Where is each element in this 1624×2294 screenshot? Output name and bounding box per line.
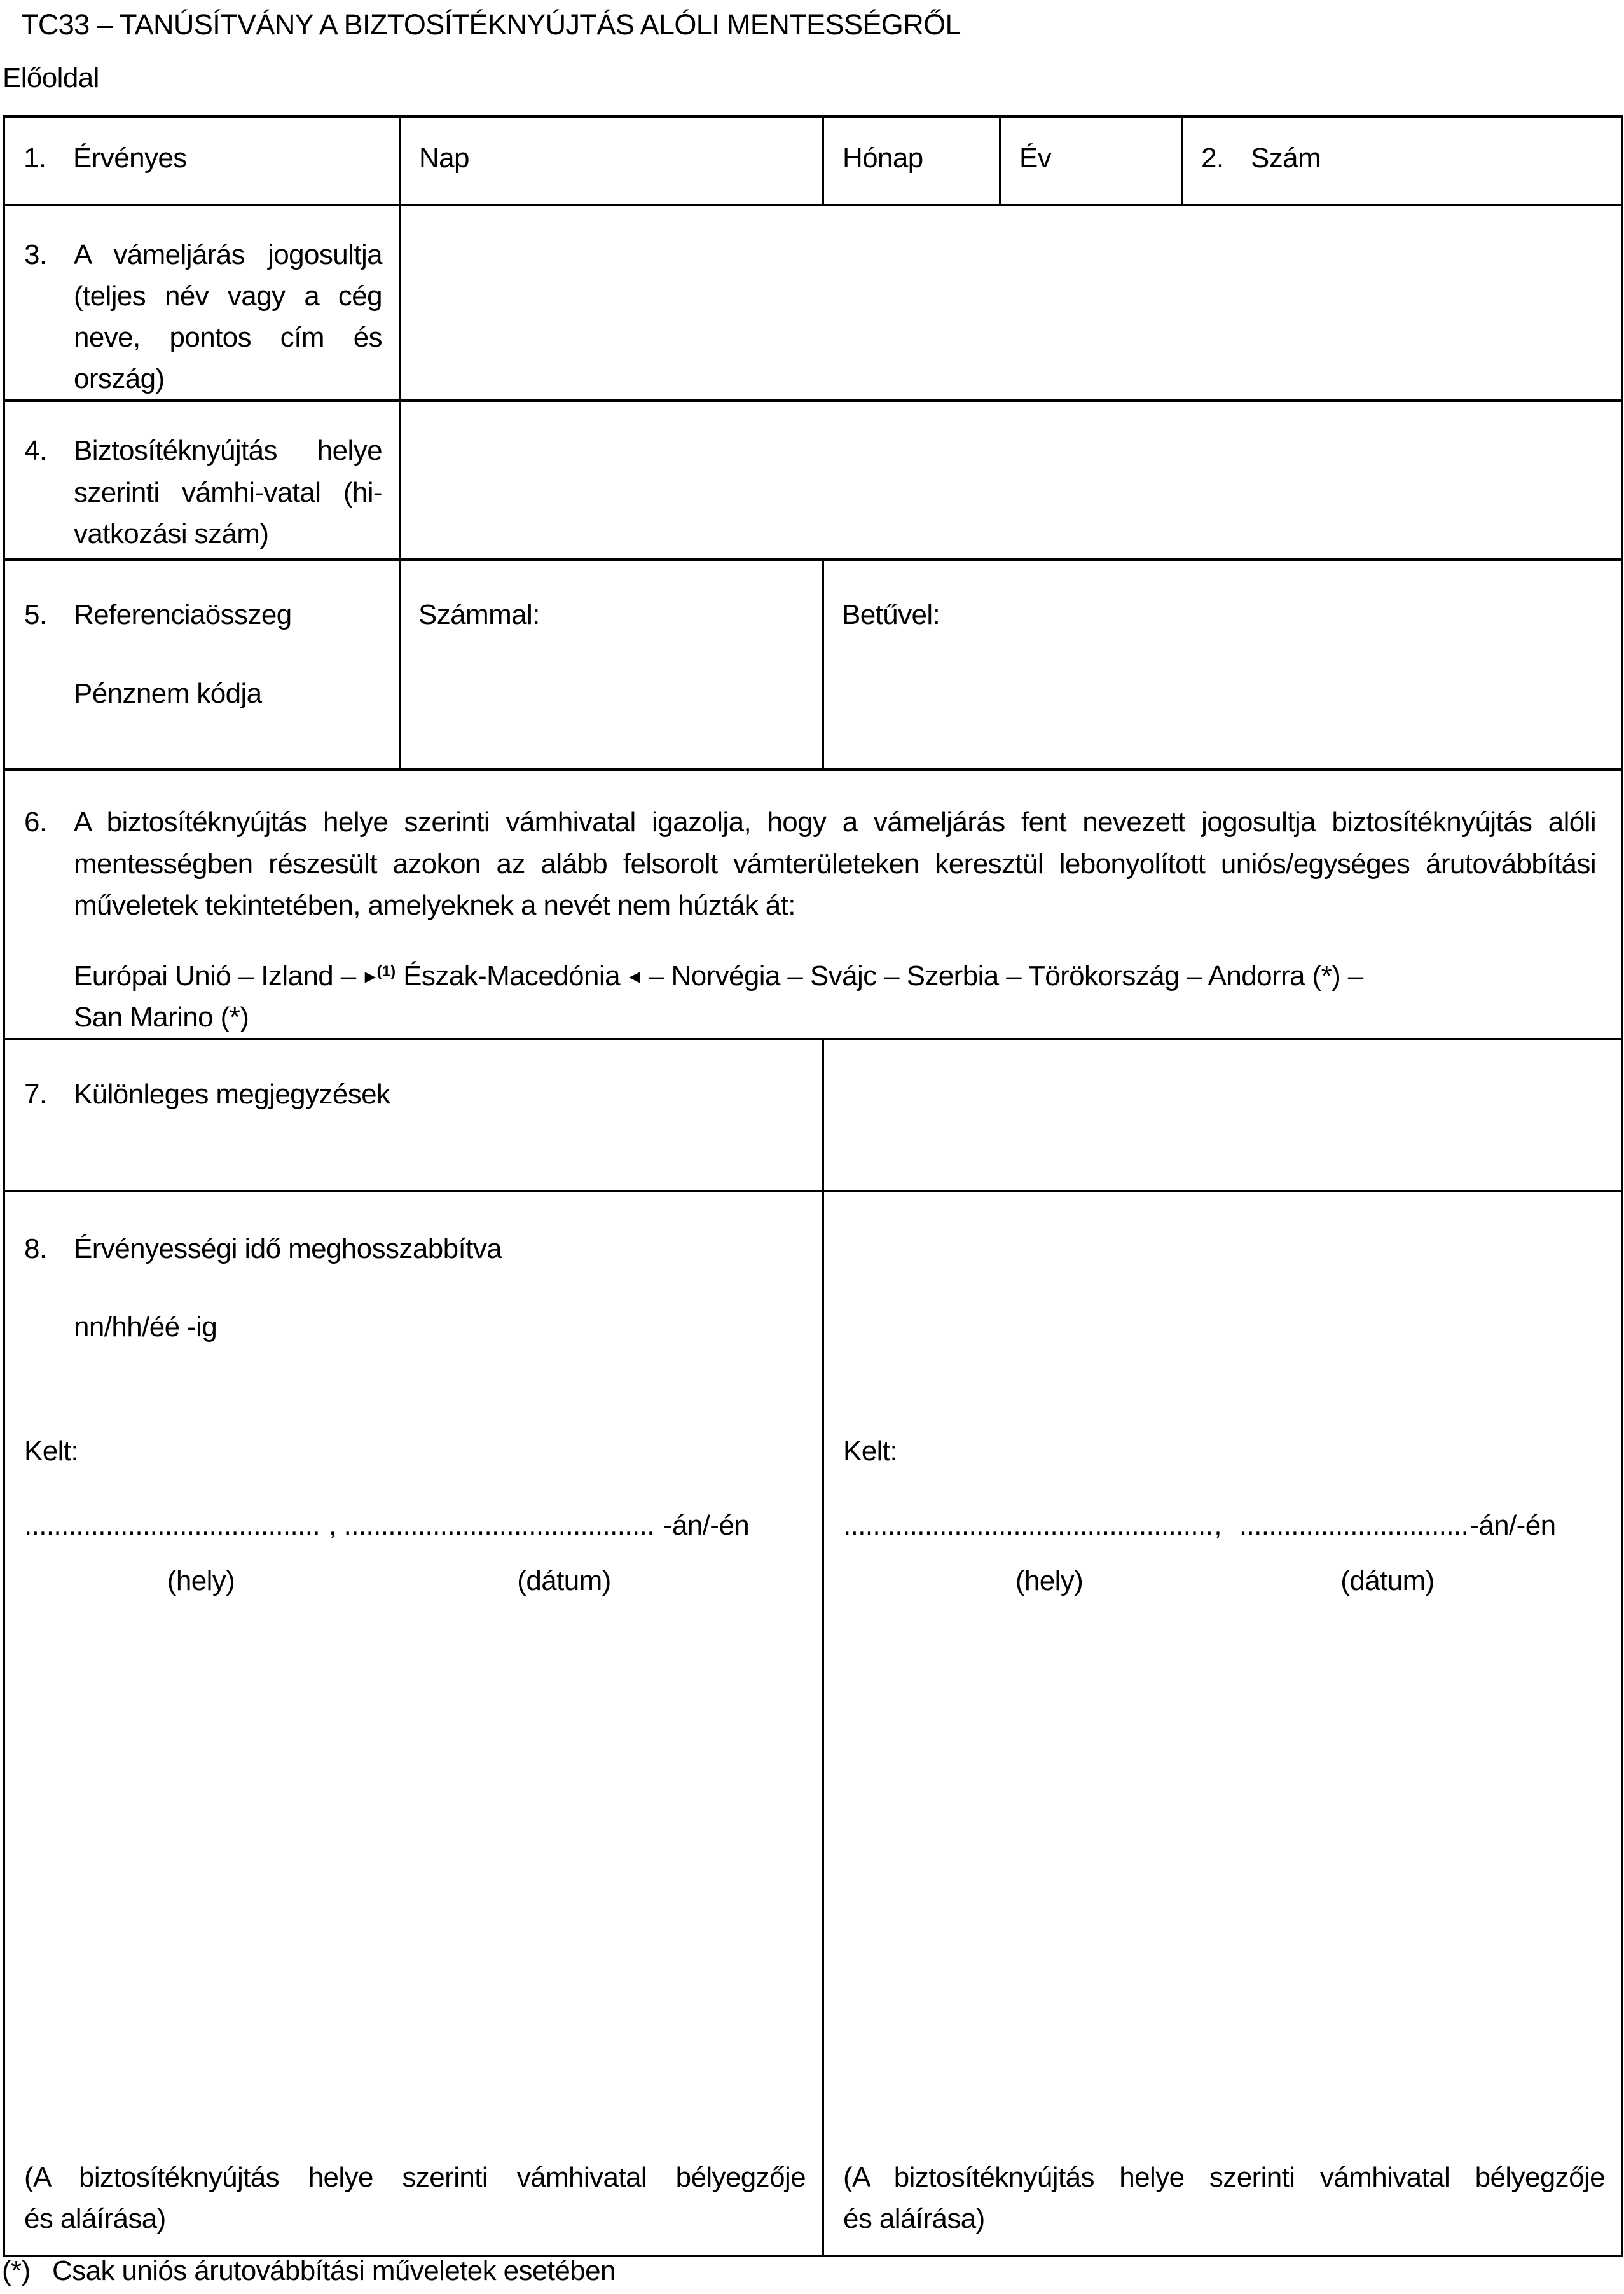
box5-label-cell xyxy=(4,560,400,770)
box3-label-cell xyxy=(4,205,400,401)
box4-entry-area xyxy=(400,401,1623,560)
signature-captions-left xyxy=(24,1560,806,1601)
date-dotted-leader-left: .......................................... xyxy=(343,1510,654,1542)
year-header-label: Év xyxy=(1019,142,1052,174)
box4-label-cell xyxy=(4,401,400,560)
date-dotted-leader-right: ............................... xyxy=(1239,1510,1469,1542)
signature-right-cell xyxy=(823,1191,1623,2256)
countries-prefix: Európai Unió – Izland – xyxy=(74,960,356,992)
box8-date-format: nn/hh/éé -ig xyxy=(74,1311,217,1343)
stamp-note-left xyxy=(24,2157,806,2249)
day-header-label: Nap xyxy=(419,142,469,174)
box5-in-words-label: Betűvel: xyxy=(842,599,940,631)
box5-in-words-cell xyxy=(823,560,1623,770)
box4-label: Biztosítéknyújtás helye szerinti vámhi-vatal (hi-vatkozási szám) xyxy=(74,435,382,549)
signature-right-top-space xyxy=(843,1192,1605,1430)
footnote-text: Csak uniós árutovábbítási műveletek esetében xyxy=(52,2255,616,2286)
row-holder xyxy=(4,205,1623,401)
stamp-note-right-line2: és aláírása) xyxy=(843,2202,985,2234)
box1-label: Érvényes xyxy=(73,142,187,174)
row-reference-amount xyxy=(4,560,1623,770)
stamp-note-left-line2: és aláírása) xyxy=(24,2202,166,2234)
box6-cell xyxy=(4,770,1623,1039)
amendment-reference-superscript: (1) xyxy=(376,963,396,981)
box3-label: A vámeljárás jogosultja (teljes név vagy a cég neve, pontos cím és ország) xyxy=(74,239,382,395)
amendment-close-marker-icon: ◂ xyxy=(628,963,640,988)
box5-number: 5. xyxy=(24,599,47,631)
box8-number: 8. xyxy=(24,1233,47,1264)
dated-at-label-right: Kelt: xyxy=(843,1435,898,1467)
box2-number: 2. xyxy=(1201,142,1224,174)
countries-line2: San Marino (*) xyxy=(74,1001,249,1033)
place-dotted-leader-left: ........................................ xyxy=(24,1510,320,1542)
signature-dotted-line-left xyxy=(24,1505,806,1546)
box1-number: 1. xyxy=(24,142,46,174)
month-header-label: Hónap xyxy=(843,142,923,174)
box8-label: Érvényességi idő meghosszabbítva xyxy=(74,1233,502,1264)
box7-number: 7. xyxy=(24,1078,47,1110)
year-header-cell xyxy=(1000,116,1182,205)
footnote xyxy=(2,2250,616,2291)
box6-certification-text: A biztosítéknyújtás helye szerinti vámhivatal igazolja, hogy a vámeljárás fent nevezett jogosultja biztosítéknyújtás alóli mentességben részesült azokon az alább felsorolt vámterületeken keresztül lebonyolított uniós/egységes árutovábbítási műveletek tekintetében, amelyeknek a nevét nem húzták át: xyxy=(74,806,1596,921)
signature-left-cell xyxy=(4,1191,823,2256)
box2-cell xyxy=(1182,116,1623,205)
amendment-open-marker-icon: ▸ xyxy=(364,963,376,988)
footnote-marker: (*) xyxy=(2,2255,31,2286)
row-signatures xyxy=(4,1191,1623,2256)
box7-label-cell xyxy=(4,1039,823,1191)
month-header-cell xyxy=(823,116,1000,205)
box7-label: Különleges megjegyzések xyxy=(74,1078,390,1110)
dotted-line-comma-right: , xyxy=(1214,1510,1221,1542)
day-header-cell xyxy=(400,116,823,205)
stamp-note-right xyxy=(843,2157,1605,2249)
date-suffix-left: -án/-én xyxy=(663,1510,750,1542)
row-office xyxy=(4,401,1623,560)
row-validity xyxy=(4,116,1623,205)
date-caption-left: (dátum) xyxy=(517,1565,611,1597)
dated-at-label-left: Kelt: xyxy=(24,1435,79,1467)
place-dotted-leader-right: .................................................. xyxy=(843,1510,1213,1542)
row-certification xyxy=(4,770,1623,1039)
signature-captions-right xyxy=(843,1560,1605,1601)
dotted-line-comma-left: , xyxy=(329,1510,336,1542)
stamp-space-right xyxy=(843,1601,1605,2156)
stamp-note-left-line1: (A biztosítéknyújtás helye szerinti vámhivatal bélyegzője xyxy=(24,2161,806,2193)
countries-line1-suffix: – Norvégia – Svájc – Szerbia – Törökország – Andorra (*) – xyxy=(649,960,1363,992)
box2-label: Szám xyxy=(1251,142,1321,174)
box6-number: 6. xyxy=(24,806,47,838)
stamp-space-left xyxy=(24,1601,806,2156)
box5-in-figures-label: Számmal: xyxy=(418,599,540,631)
box6-countries-line xyxy=(74,955,1596,1038)
box5-currency-label: Pénznem kódja xyxy=(74,677,262,709)
box1-cell xyxy=(4,116,400,205)
box3-entry-area xyxy=(400,205,1623,401)
row-special-observations xyxy=(4,1039,1623,1191)
place-caption-left: (hely) xyxy=(167,1565,235,1597)
stamp-note-right-line1: (A biztosítéknyújtás helye szerinti vámhivatal bélyegzője xyxy=(843,2161,1605,2193)
box3-number: 3. xyxy=(24,239,47,270)
signature-dotted-line-right xyxy=(843,1505,1605,1546)
guarantee-waiver-form-table xyxy=(3,115,1623,2257)
date-suffix-right: -án/-én xyxy=(1469,1510,1556,1542)
box5-in-figures-cell xyxy=(400,560,823,770)
box7-entry-area xyxy=(823,1039,1623,1191)
box5-label: Referenciaösszeg xyxy=(74,599,292,631)
place-caption-right: (hely) xyxy=(1015,1565,1084,1597)
page-side-label: Előoldal xyxy=(3,62,99,93)
page-title: TC33 – TANÚSÍTVÁNY A BIZTOSÍTÉKNYÚJTÁS ALÓLI MENTESSÉGRŐL xyxy=(21,8,961,41)
date-caption-right: (dátum) xyxy=(1340,1565,1435,1597)
box4-number: 4. xyxy=(24,435,47,467)
amended-country-name: Észak-Macedónia xyxy=(403,960,620,992)
